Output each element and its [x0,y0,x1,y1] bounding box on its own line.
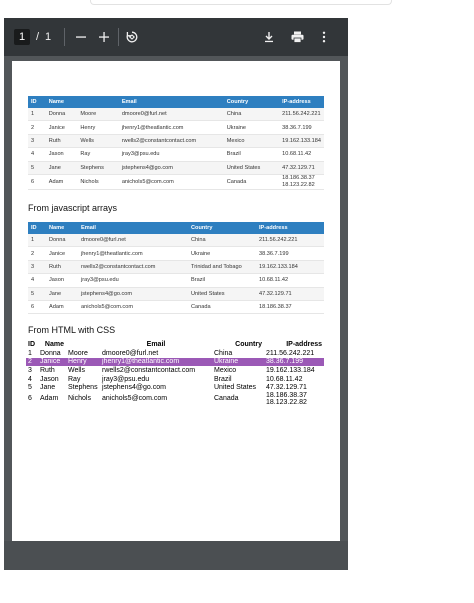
cell-first: Jason [40,375,59,383]
cell-first: Janice [38,358,66,367]
cell-email: anichols5@com.com [119,174,224,189]
table-header-row [28,96,324,108]
cell-first: Adam [46,174,78,189]
cell-first: Janice [46,121,78,134]
more-vert-icon [322,31,326,43]
minus-icon [75,31,87,43]
cell-first: Ruth [40,366,55,374]
cell-ip: 38.36.7.199 [256,247,324,260]
cell-ip-line: 18.123.22.82 [282,181,315,188]
cell-id: 1 [28,349,32,357]
cell-country: Canada [214,395,239,403]
toolbar-divider [118,28,119,46]
cell-email: jstephens4@go.com [119,161,224,174]
cell-country: Ukraine [212,358,264,367]
cell-ip: 10.68.11.42 [279,148,324,161]
cell-country: Brazil [214,375,232,383]
browser-top-strip [0,0,474,18]
cell-country: Ukraine [224,121,279,134]
cell-last: Nichols [68,395,91,403]
pdf-toolbar [4,18,348,56]
print-button[interactable] [287,27,307,47]
cell-email: rwells2@constantcontact.com [119,134,224,147]
cell-ip [264,392,324,406]
cell-id: 6 [28,174,46,189]
cell-ip: 18.186.38.37 [256,300,324,313]
cell-last: Moore [68,349,88,357]
cell-name: Ruth [46,260,78,273]
table-row [28,134,324,147]
col-name: Name [46,222,78,234]
cell-first: Jane [40,384,56,392]
cell-country: China [224,108,279,121]
cell-last: Nichols [77,174,118,189]
cell-id: 4 [28,375,32,383]
cell-country: Brazil [224,148,279,161]
col-email: Email [119,96,224,108]
cell-email: jhenry1@theatlantic.com [119,121,224,134]
cell-id: 4 [28,274,46,287]
col-country: Country [235,341,262,348]
cell-id: 2 [28,121,46,134]
cell-name: Jane [46,287,78,300]
zoom-out-button[interactable] [71,27,91,47]
cell-email: jstephens4@go.com [102,384,166,392]
cell-email: rwells2@constantcontact.com [78,260,188,273]
cell-country: Ukraine [188,247,256,260]
cell-id: 6 [28,395,32,403]
col-name: Name [44,341,64,348]
cell-id: 5 [28,161,46,174]
cell-last: Stephens [68,384,98,392]
col-country: Country [224,96,279,108]
cell-email: jray3@psu.edu [78,274,188,287]
cell-id: 3 [28,366,32,374]
cell-email: jray3@psu.edu [119,148,224,161]
col-lastname [77,96,118,108]
cell-name: Adam [46,300,78,313]
cell-ip: 38.36.7.199 [279,121,324,134]
page-total: 1 [45,31,52,43]
section-title-css: From HTML with CSS [28,325,116,335]
table-row [26,375,324,384]
toolbar-divider [64,28,65,46]
table-row [28,161,324,174]
col-ip: IP-address [279,96,324,108]
cell-email: jstephens4@go.com [78,287,188,300]
table-row [28,234,324,247]
cell-ip [279,174,324,189]
table-row [28,300,324,313]
cell-name: Janice [46,247,78,260]
col-id: ID [28,222,46,234]
cell-email: dmoore0@furl.net [102,349,159,357]
table-row [28,121,324,134]
print-icon [291,31,304,43]
cell-ip-line: 18.123.22.82 [266,398,307,406]
cell-id: 5 [28,384,32,392]
cell-ip: 19.162.133.184 [279,134,324,147]
download-button[interactable] [259,27,279,47]
col-name: Name [46,96,78,108]
cell-name: Jason [46,274,78,287]
cell-first: Jane [46,161,78,174]
table-html-css [26,340,324,406]
cell-country: United States [214,384,257,392]
cell-name: Donna [46,234,78,247]
cell-email: anichols5@com.com [78,300,188,313]
rotate-icon [125,30,139,44]
table-row [28,260,324,273]
cell-ip: 19.162.133.184 [266,366,315,374]
cell-ip: 211.56.242.221 [266,349,315,357]
cell-id: 4 [28,148,46,161]
cell-first: Jason [46,148,78,161]
col-id: ID [28,341,35,348]
cell-first: Ruth [46,134,78,147]
cell-ip: 47.32.129.71 [256,287,324,300]
table-row-highlighted [26,358,324,367]
more-actions-button[interactable] [314,27,334,47]
zoom-in-button[interactable] [94,27,114,47]
table-header-row [28,222,324,234]
cell-id: 2 [28,247,46,260]
table-row [28,247,324,260]
table-basic [28,96,324,190]
cell-email: jhenry1@theatlantic.com [100,358,212,367]
cell-country: United States [224,161,279,174]
table-row [26,349,324,358]
cell-country: China [214,349,233,357]
table-row [26,366,324,375]
cell-id: 6 [28,300,46,313]
cell-email: dmoore0@furl.net [119,108,224,121]
cell-country: Canada [188,300,256,313]
cell-ip: 47.32.129.71 [266,384,307,392]
cell-country: United States [188,287,256,300]
cell-last: Ray [77,148,118,161]
viewer-bottom-bar [4,541,348,570]
col-email: Email [146,341,166,348]
cell-country: Canada [224,174,279,189]
download-icon [263,31,275,43]
cell-email: anichols5@com.com [102,395,168,403]
cell-id: 3 [28,260,46,273]
cell-country: Brazil [188,274,256,287]
cell-ip: 10.68.11.42 [266,375,303,383]
cell-last: Henry [66,358,100,367]
table-row [28,174,324,189]
cell-id: 1 [28,234,46,247]
cell-ip: 211.56.242.221 [256,234,324,247]
cell-last: Wells [77,134,118,147]
cell-first: Donna [46,108,78,121]
col-lastname [66,340,100,349]
cell-country: Trinidad and Tobago [188,260,256,273]
table-row [28,274,324,287]
cell-ip-line: 18.186.38.37 [266,391,307,399]
table-row [28,287,324,300]
table-row [26,392,324,406]
cell-ip: 38.36.7.199 [264,358,324,367]
cell-ip: 47.32.129.71 [279,161,324,174]
table-row [28,148,324,161]
col-country: Country [188,222,256,234]
pdf-viewer [4,18,348,570]
cell-first: Adam [40,395,59,403]
cell-ip: 211.56.242.221 [279,108,324,121]
cell-last: Moore [77,108,118,121]
cell-id: 2 [26,358,38,367]
cell-country: Mexico [214,366,237,374]
cell-last: Ray [68,375,81,383]
table-row [26,383,324,392]
page-separator: / [36,31,40,43]
cell-ip: 10.68.11.42 [256,274,324,287]
cell-last: Henry [77,121,118,134]
col-ip: IP-address [256,222,324,234]
section-title-js: From javascript arrays [28,203,118,213]
cell-email: dmoore0@furl.net [78,234,188,247]
cell-id: 1 [28,108,46,121]
fit-rotate-button[interactable] [122,27,142,47]
cell-last: Wells [68,366,85,374]
cell-ip: 19.162.133.184 [256,260,324,273]
table-header-row [26,340,324,349]
cell-last: Stephens [77,161,118,174]
cell-ip-line: 18.186.38.37 [282,174,315,181]
address-bar-edge [90,0,392,5]
page-number-input[interactable]: 1 [14,29,30,45]
cell-email: rwells2@constantcontact.com [102,366,196,374]
cell-first: Donna [40,349,61,357]
cell-id: 3 [28,134,46,147]
col-id: ID [28,96,46,108]
table-js-arrays [28,222,324,314]
plus-icon [98,31,110,43]
col-ip: IP-address [286,341,322,348]
pdf-page [12,61,340,556]
cell-email: jhenry1@theatlantic.com [78,247,188,260]
cell-country: China [188,234,256,247]
cell-country: Mexico [224,134,279,147]
cell-id: 5 [28,287,46,300]
cell-email: jray3@psu.edu [102,375,150,383]
col-email: Email [78,222,188,234]
table-row [28,108,324,121]
